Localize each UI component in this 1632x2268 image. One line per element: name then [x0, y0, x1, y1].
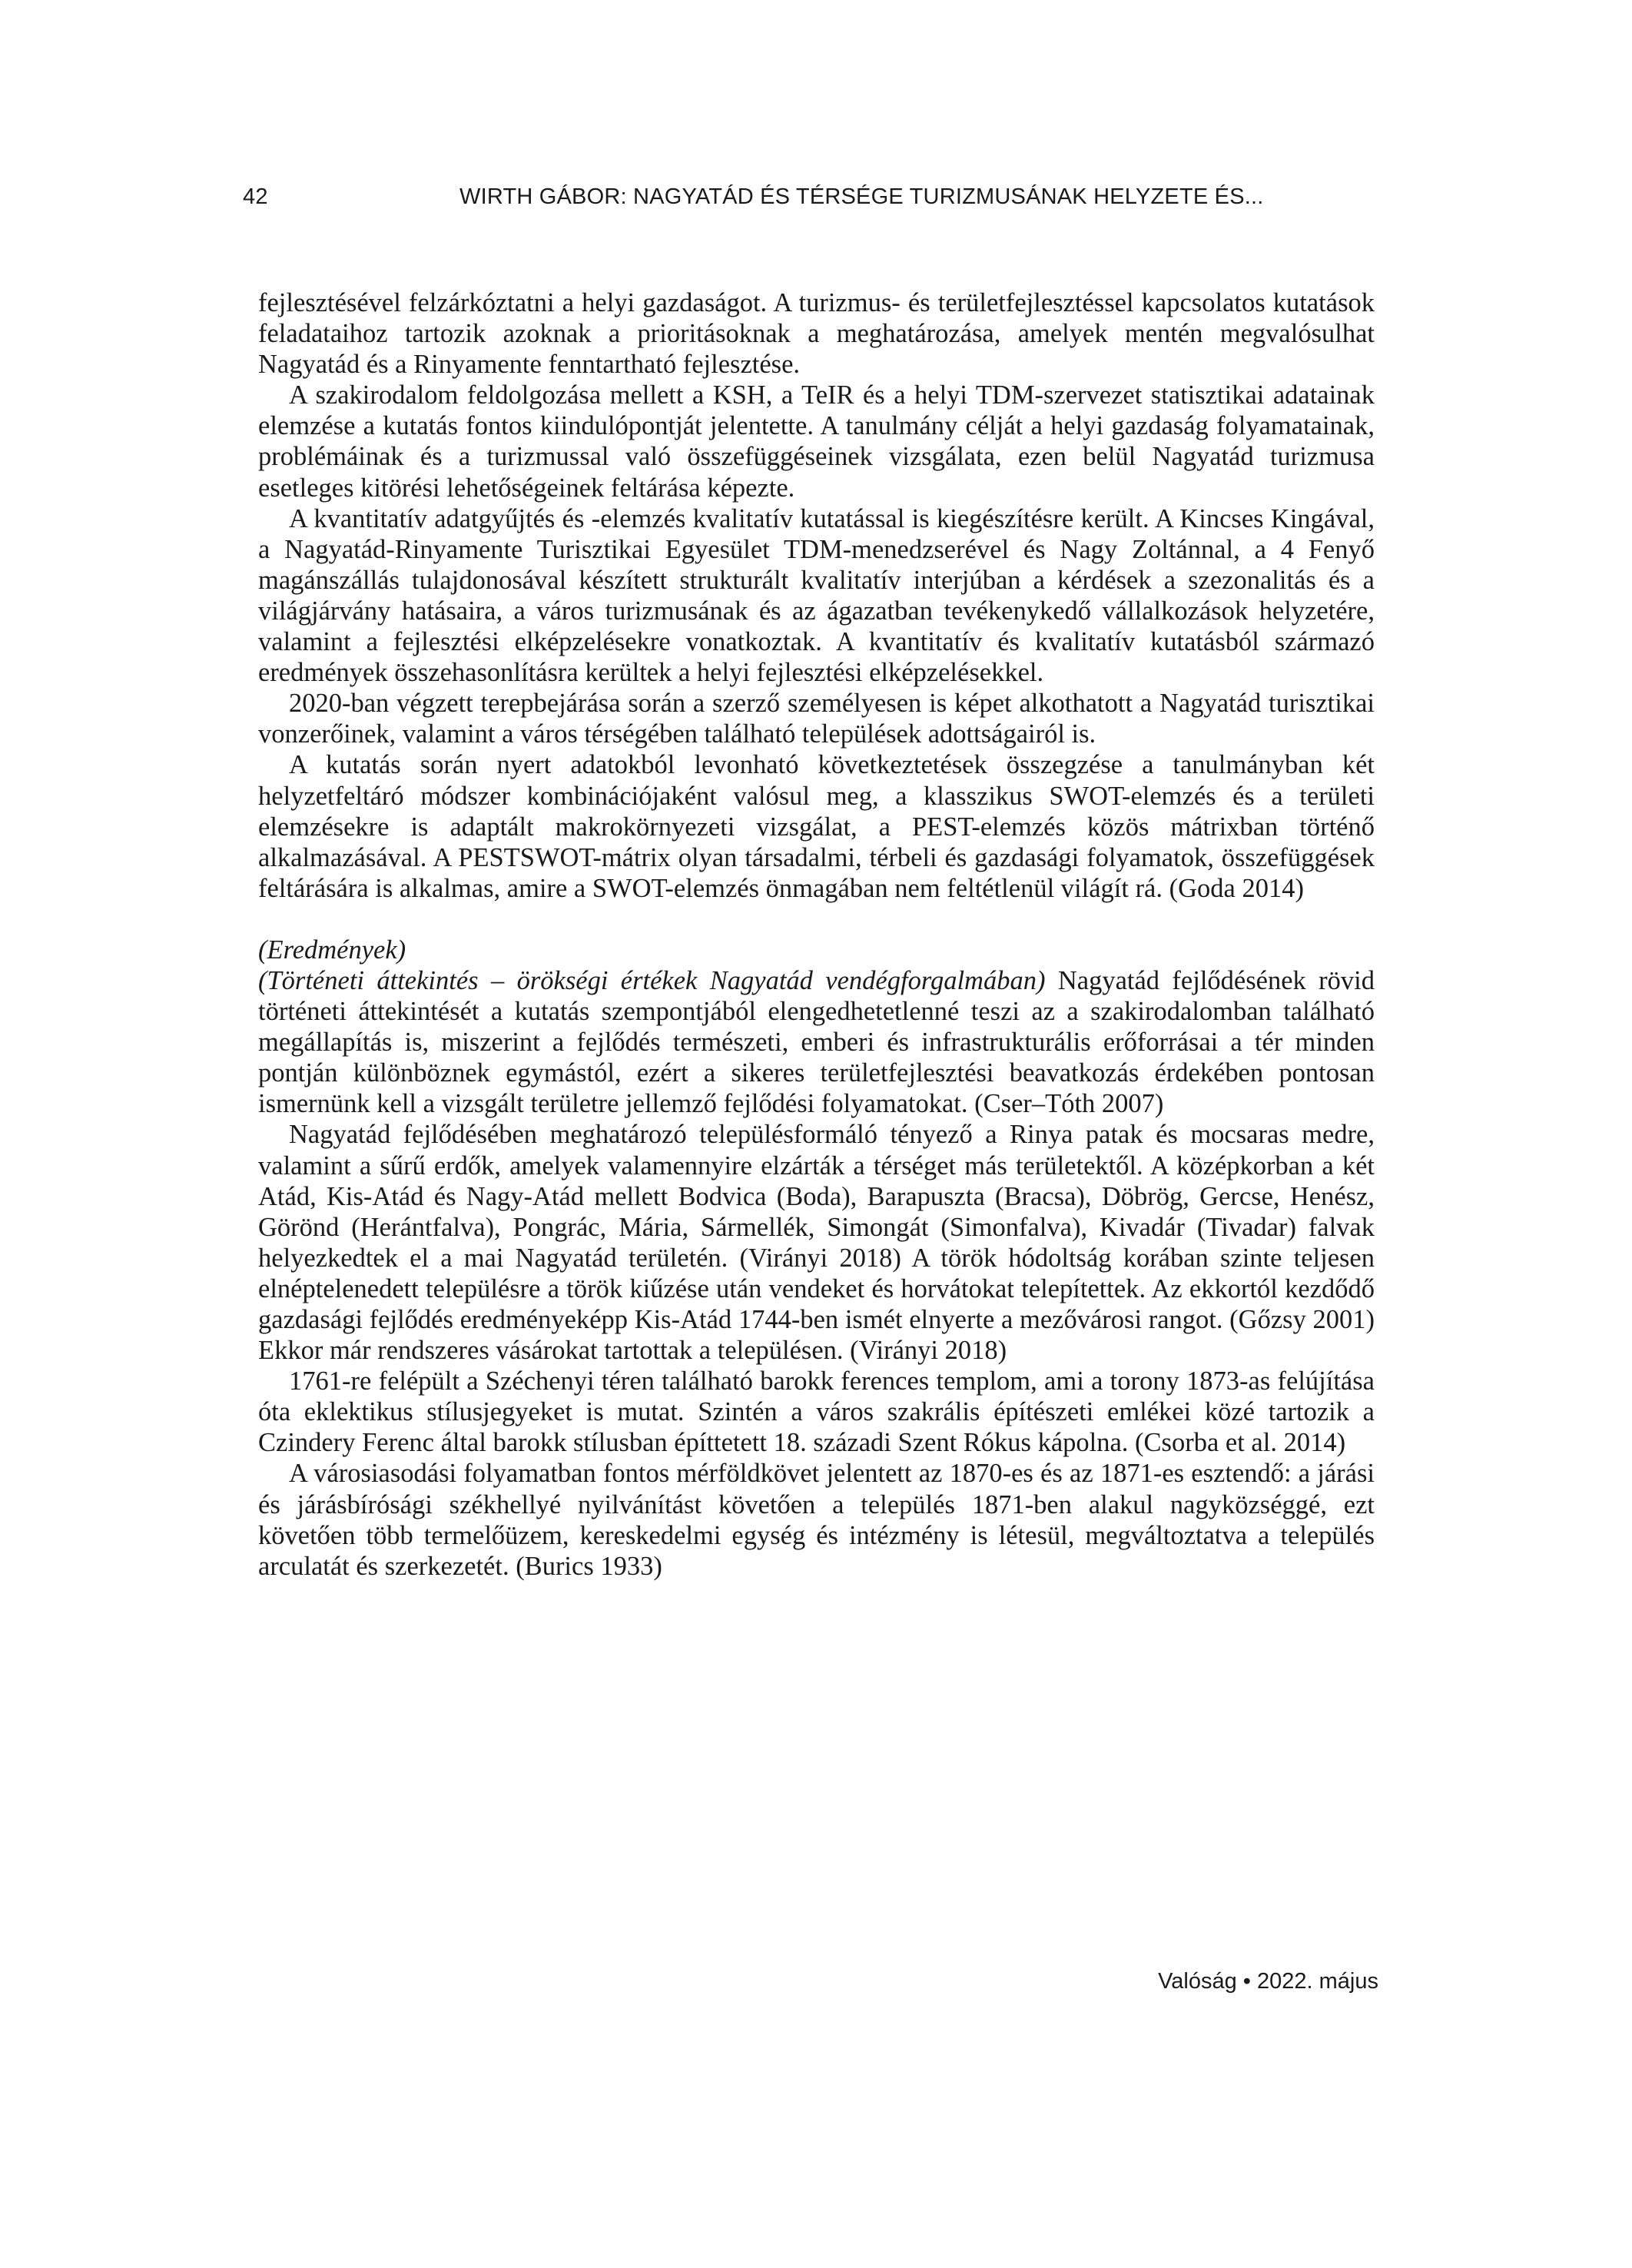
paragraph-9: A városiasodási folyamatban fontos mérföldkövet jelentett az 1870-es és az 1871-es esztendő: a járási és járásbírósági székhellyé nyilvánítást követően a település 1871-ben alakul nagyközséggé, ezt követően több termelőüzem, kereskedelmi egység és intézmény is létesül, megváltoztatva a település arculatát és szerkezetét. (Burics 1933) — [258, 1459, 1375, 1581]
section-heading: (Eredmények) — [258, 935, 406, 965]
paragraph-8: 1761-re felépült a Széchenyi téren található barokk ferences templom, ami a torony 1873-as felújítása óta eklektikus stílusjegyeket is mutat. Szintén a város szakrális építészeti emlékei közé tartozik a Czindery Ferenc által barokk stílusban építtetett 18. századi Szent Rókus kápolna. (Csorba et al. 2014) — [258, 1366, 1375, 1458]
journal-footer: Valóság • 2022. május — [1158, 1969, 1378, 1994]
subsection-heading: (Történeti áttekintés – örökségi értékek Nagyatád vendégforgalmában) — [258, 965, 1046, 995]
paragraph-4: 2020-ban végzett terepbejárása során a szerző személyesen is képet alkothatott a Nagyatád turisztikai vonzerőinek, valamint a város térségében található települések adottságairól is. — [258, 689, 1375, 749]
running-title: WIRTH GÁBOR: NAGYATÁD ÉS TÉRSÉGE TURIZMUSÁNAK HELYZETE ÉS... — [459, 184, 1264, 209]
paragraph-2: A szakirodalom feldolgozása mellett a KSH, a TeIR és a helyi TDM-szervezet statisztikai adatainak elemzése a kutatás fontos kiindulópontját jelentette. A tanulmány célját a helyi gazdaság folyamatainak, problémáinak és a turizmussal való összefüggéseinek vizsgálata, ezen belül Nagyatád turizmusa esetleges kitörési lehetőségeinek feltárása képezte. — [258, 380, 1375, 503]
section-spacer — [258, 904, 1375, 935]
paragraph-7: Nagyatád fejlődésében meghatározó településformáló tényező a Rinya patak és mocsaras medre, valamint a sűrű erdők, amelyek valamennyire elzárták a térséget más területektől. A középkorban a két Atád, Kis-Atád és Nagy-Atád mellett Bodvica (Boda), Barapuszta (Bracsa), Döbrög, Gercse, Henész, Görönd (Herántfalva), Pongrác, Mária, Sármellék, Simongát (Simonfalva), Kivadár (Tivadar) falvak helyezkedtek el a mai Nagyatád területén. (Virányi 2018) A török hódoltság korában szinte teljesen elnéptelenedett településre a török kiűzése után vendeket és horvátokat telepítettek. Az ekkortól kezdődő gazdasági fejlődés eredményeképp Kis-Atád 1744-ben ismét elnyerte a mezővárosi rangot. (Gőzsy 2001) Ekkor már rendszeres vásárokat tartottak a településen. (Virányi 2018) — [258, 1120, 1375, 1366]
paragraph-5: A kutatás során nyert adatokból levonható következtetések összegzése a tanulmányban két helyzetfeltáró módszer kombinációjaként valósul meg, a klasszikus SWOT-elemzés és a területi elemzésekre is adaptált makrokörnyezeti vizsgálat, a PEST-elemzés közös mátrixban történő alkalmazásával. A PESTSWOT-mátrix olyan társadalmi, térbeli és gazdasági folyamatok, összefüggések feltárására is alkalmas, amire a SWOT-elemzés önmagában nem feltétlenül világít rá. (Goda 2014) — [258, 750, 1375, 903]
paragraph-1: fejlesztésével felzárkóztatni a helyi gazdaságot. A turizmus- és területfejlesztéssel kapcsolatos kutatások feladataihoz tartozik azoknak a prioritásoknak a meghatározása, amelyek mentén megvalósulhat Nagyatád és a Rinyamente fenntartható fejlesztése. — [258, 288, 1375, 380]
paragraph-6 — [258, 965, 1375, 1119]
page-number: 42 — [243, 184, 268, 209]
paragraph-3: A kvantitatív adatgyűjtés és -elemzés kvalitatív kutatással is kiegészítésre került. A Kincses Kingával, a Nagyatád-Rinyamente Turisztikai Egyesület TDM-menedzserével és Nagy Zoltánnal, a 4 Fenyő magánszállás tulajdonosával készített strukturált kvalitatív interjúban a kérdések a szezonalitás és a világjárvány hatásaira, a város turizmusának és az ágazatban tevékenykedő vállalkozások helyzetére, valamint a fejlesztési elképzelésekre vonatkoztak. A kvantitatív és kvalitatív kutatásból származó eredmények összehasonlításra kerültek a helyi fejlesztési elképzelésekkel. — [258, 503, 1375, 688]
paragraph-6-text: Nagyatád fejlődésének rövid történeti áttekintését a kutatás szempontjából elengedhetetlenné teszi az a szakirodalomban található megállapítás is, miszerint a fejlődés természeti, emberi és infrastrukturális erőforrásai a tér minden pontján különböznek egymástól, ezért a sikeres területfejlesztési beavatkozás érdekében pontosan ismernünk kell a vizsgált területre jellemző fejlődési folyamatokat. (Cser–Tóth 2007) — [258, 965, 1375, 1119]
article-body — [258, 287, 1375, 1582]
running-header — [243, 184, 1372, 223]
